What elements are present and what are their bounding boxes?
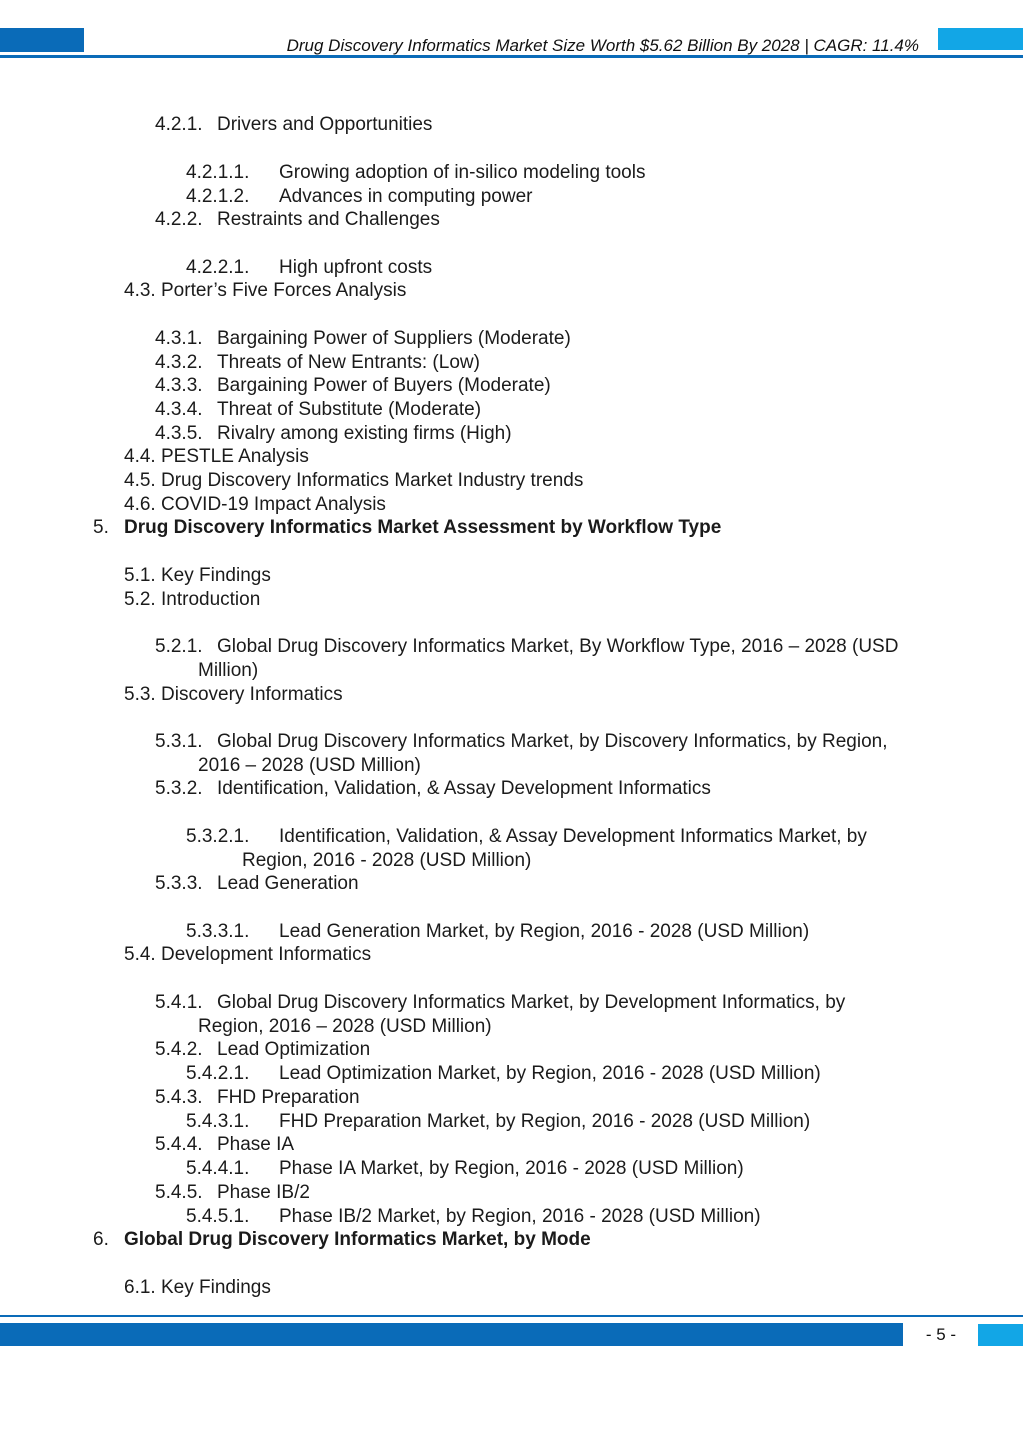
toc-entry-number: 5.4.2.	[155, 1039, 203, 1060]
toc-entry-title: Phase IB/2 Market, by Region, 2016 - 2028 (USD Million)	[279, 1206, 761, 1227]
toc-entry-title: FHD Preparation	[217, 1087, 360, 1108]
toc-entry-number: 4.3.	[124, 280, 156, 301]
toc-entry-number: 5.2.	[124, 589, 156, 610]
toc-entry-number: 4.4.	[124, 446, 156, 467]
page-number: - 5 -	[925, 1325, 957, 1344]
toc-entry-title: Porter’s Five Forces Analysis	[161, 280, 407, 301]
toc-entry-title: Lead Optimization	[217, 1039, 371, 1060]
toc-entry-number: 5.3.1.	[155, 731, 203, 752]
toc-entry-title: Drug Discovery Informatics Market Industry trends	[161, 470, 584, 491]
toc-entry-number: 5.4.5.1.	[186, 1206, 250, 1227]
toc-entry-number: 5.4.4.	[155, 1134, 203, 1155]
header-accent-right	[938, 28, 1023, 50]
footer-accent-right	[978, 1324, 1023, 1346]
toc-entry-title: Phase IB/2	[217, 1182, 310, 1203]
toc-entry-title: Identification, Validation, & Assay Development Informatics Market, by	[279, 826, 867, 847]
toc-entry-title: Threats of New Entrants: (Low)	[217, 352, 480, 373]
toc-entry-number: 4.2.1.	[155, 114, 203, 135]
header-rule	[0, 55, 1023, 58]
toc-entry-number: 5.4.1.	[155, 992, 203, 1013]
toc-entry-title: COVID-19 Impact Analysis	[161, 494, 386, 515]
toc-entry-number: 4.3.4.	[155, 399, 203, 420]
toc-entry-number: 5.3.3.1.	[186, 921, 250, 942]
toc-entry-number: 5.4.2.1.	[186, 1063, 250, 1084]
footer-bar	[0, 1323, 903, 1346]
toc-entry-number: 5.3.	[124, 684, 156, 705]
toc-entry-title: Key Findings	[161, 565, 271, 586]
toc-entry-number: 5.	[93, 517, 109, 538]
toc-entry-title: Key Findings	[161, 1277, 271, 1298]
toc-entry-title: Restraints and Challenges	[217, 209, 440, 230]
toc-entry-title: Lead Generation	[217, 873, 359, 894]
toc-entry-title: Development Informatics	[161, 944, 372, 965]
toc-entry-number: 4.3.5.	[155, 423, 203, 444]
toc-entry-title: Discovery Informatics	[161, 684, 343, 705]
toc-entry-title: Drivers and Opportunities	[217, 114, 433, 135]
toc-entry-title: Bargaining Power of Suppliers (Moderate)	[217, 328, 571, 349]
toc-entry-title: Phase IA Market, by Region, 2016 - 2028 (USD Million)	[279, 1158, 744, 1179]
toc-entry-title: Global Drug Discovery Informatics Market, by Mode	[124, 1229, 591, 1250]
toc-entry-title: Global Drug Discovery Informatics Market, by Development Informatics, by	[217, 992, 846, 1013]
toc-entry-title: Growing adoption of in-silico modeling tools	[279, 162, 646, 183]
toc-entry-title: Drug Discovery Informatics Market Assessment by Workflow Type	[124, 517, 722, 538]
toc-entry-title-continued: Region, 2016 – 2028 (USD Million)	[198, 1016, 492, 1037]
toc-entry-number: 5.4.	[124, 944, 156, 965]
toc-entry-number: 4.2.1.1.	[186, 162, 250, 183]
toc-entry-number: 4.3.3.	[155, 375, 203, 396]
toc-entry-title: FHD Preparation Market, by Region, 2016 - 2028 (USD Million)	[279, 1111, 811, 1132]
toc-entry-number: 6.	[93, 1229, 109, 1250]
footer-rule	[0, 1315, 1023, 1317]
toc-entry-number: 4.5.	[124, 470, 156, 491]
toc-entry-title: Bargaining Power of Buyers (Moderate)	[217, 375, 551, 396]
toc-entry-title: Identification, Validation, & Assay Development Informatics	[217, 778, 711, 799]
toc-entry-title: Phase IA	[217, 1134, 295, 1155]
toc-entry-number: 4.6.	[124, 494, 156, 515]
toc-entry-title: Lead Optimization Market, by Region, 2016 - 2028 (USD Million)	[279, 1063, 821, 1084]
toc-entry-number: 6.1.	[124, 1277, 156, 1298]
toc-entry-title: Rivalry among existing firms (High)	[217, 423, 512, 444]
toc-entry-title-continued: Region, 2016 - 2028 (USD Million)	[242, 850, 532, 871]
toc-entry-number: 4.3.2.	[155, 352, 203, 373]
toc-entry-number: 5.2.1.	[155, 636, 203, 657]
toc-entry-title-continued: 2016 – 2028 (USD Million)	[198, 755, 421, 776]
toc-entry-title: Introduction	[161, 589, 261, 610]
toc-entry-number: 5.3.3.	[155, 873, 203, 894]
toc-entry-number: 5.3.2.	[155, 778, 203, 799]
toc-entry-number: 5.3.2.1.	[186, 826, 250, 847]
toc-entry-title: High upfront costs	[279, 257, 433, 278]
toc-entry-number: 5.4.3.1.	[186, 1111, 250, 1132]
toc-entry-title: Advances in computing power	[279, 186, 533, 207]
toc-entry-number: 4.2.1.2.	[186, 186, 250, 207]
toc-entry-number: 4.2.2.	[155, 209, 203, 230]
toc-entry-title-continued: Million)	[198, 660, 259, 681]
toc-entry-number: 5.4.3.	[155, 1087, 203, 1108]
toc-entry-title: Global Drug Discovery Informatics Market, By Workflow Type, 2016 – 2028 (USD	[217, 636, 899, 657]
toc-entry-number: 4.3.1.	[155, 328, 203, 349]
toc-entry-number: 5.4.4.1.	[186, 1158, 250, 1179]
toc-entry-number: 4.2.2.1.	[186, 257, 250, 278]
toc-entry-title: PESTLE Analysis	[161, 446, 309, 467]
toc-entry-title: Lead Generation Market, by Region, 2016 - 2028 (USD Million)	[279, 921, 810, 942]
toc-entry-number: 5.1.	[124, 565, 156, 586]
header-accent-left	[0, 28, 84, 52]
toc-entry-title: Threat of Substitute (Moderate)	[217, 399, 482, 420]
header-title: Drug Discovery Informatics Market Size Worth $5.62 Billion By 2028 | CAGR: 11.4%	[286, 36, 919, 55]
toc-entry-title: Global Drug Discovery Informatics Market, by Discovery Informatics, by Region,	[217, 731, 888, 752]
toc-entry-number: 5.4.5.	[155, 1182, 203, 1203]
